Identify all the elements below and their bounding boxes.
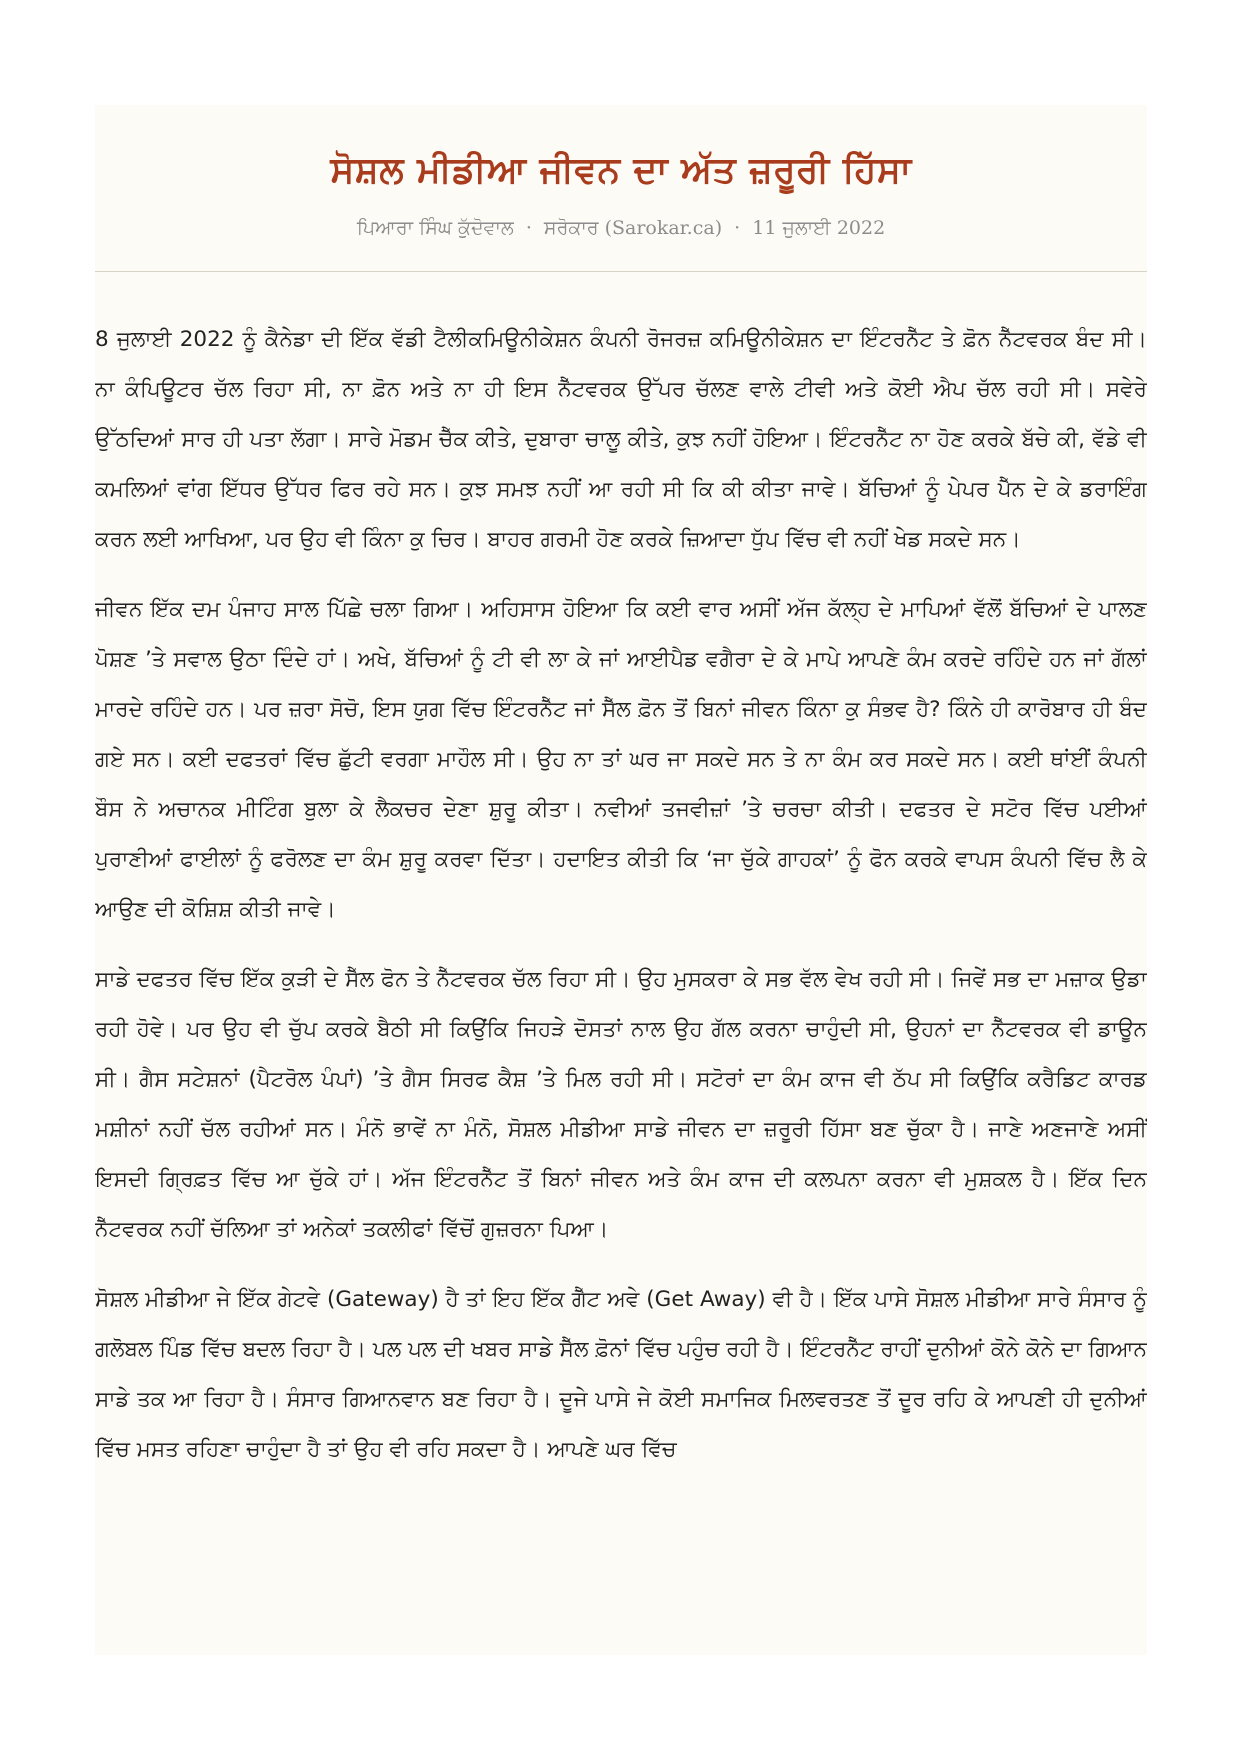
byline-separator: · <box>734 217 741 239</box>
article-paragraph: ਸਾਡੇ ਦਫਤਰ ਵਿੱਚ ਇੱਕ ਕੁੜੀ ਦੇ ਸੈੱਲ ਫੋਨ ਤੇ ਨੈੱਟਵਰਕ ਚੱਲ ਰਿਹਾ ਸੀ। ਉਹ ਮੁਸਕਰਾ ਕੇ ਸਭ ਵੱਲ ਵੇਖ ਰਹੀ ਸੀ। ਜਿਵੇਂ ਸਭ ਦਾ ਮਜ਼ਾਕ ਉਡਾ ਰਹੀ ਹੋਵੇ। ਪਰ ਉਹ ਵੀ ਚੁੱਪ ਕਰਕੇ ਬੈਠੀ ਸੀ ਕਿਉਂਕਿ ਜਿਹੜੇ ਦੋਸਤਾਂ ਨਾਲ ਉਹ ਗੱਲ ਕਰਨਾ ਚਾਹੁੰਦੀ ਸੀ, ਉਹਨਾਂ ਦਾ ਨੈੱਟਵਰਕ ਵੀ ਡਾਊਨ ਸੀ। ਗੈਸ ਸਟੇਸ਼ਨਾਂ (ਪੈਟਰੋਲ ਪੰਪਾਂ) ’ਤੇ ਗੈਸ ਸਿਰਫ ਕੈਸ਼ ’ਤੇ ਮਿਲ ਰਹੀ ਸੀ। ਸਟੋਰਾਂ ਦਾ ਕੰਮ ਕਾਜ ਵੀ ਠੱਪ ਸੀ ਕਿਉਂਕਿ ਕਰੈਡਿਟ ਕਾਰਡ ਮਸ਼ੀਨਾਂ ਨਹੀਂ ਚੱਲ ਰਹੀਆਂ ਸਨ। ਮੰਨੋ ਭਾਵੇਂ ਨਾ ਮੰਨੋ, ਸੋਸ਼ਲ ਮੀਡੀਆ ਸਾਡੇ ਜੀਵਨ ਦਾ ਜ਼ਰੂਰੀ ਹਿੱਸਾ ਬਣ ਚੁੱਕਾ ਹੈ। ਜਾਣੇ ਅਣਜਾਣੇ ਅਸੀਂ ਇਸਦੀ ਗ੍ਰਿਫ਼ਤ ਵਿੱਚ ਆ ਚੁੱਕੇ ਹਾਂ। ਅੱਜ ਇੰਟਰਨੈੱਟ ਤੋਂ ਬਿਨਾਂ ਜੀਵਨ ਅਤੇ ਕੰਮ ਕਾਜ ਦੀ ਕਲਪਨਾ ਕਰਨਾ ਵੀ ਮੁਸ਼ਕਲ ਹੈ। ਇੱਕ ਦਿਨ ਨੈੱਟਵਰਕ ਨਹੀਂ ਚੱਲਿਆ ਤਾਂ ਅਨੇਕਾਂ ਤਕਲੀਫਾਂ ਵਿੱਚੋਂ ਗੁਜ਼ਰਨਾ ਪਿਆ। <box>95 967 1147 1242</box>
publication-name: ਸਰੋਕਾਰ (Sarokar.ca) <box>543 217 723 239</box>
byline-separator: · <box>525 217 532 239</box>
article-paragraph: ਸੋਸ਼ਲ ਮੀਡੀਆ ਜੇ ਇੱਕ ਗੇਟਵੇ (Gateway) ਹੈ ਤਾਂ ਇਹ ਇੱਕ ਗੈੱਟ ਅਵੇ (Get Away) ਵੀ ਹੈ। ਇੱਕ ਪਾਸੇ ਸੋਸ਼ਲ ਮੀਡੀਆ ਸਾਰੇ ਸੰਸਾਰ ਨੂੰ ਗਲੋਬਲ ਪਿੰਡ ਵਿੱਚ ਬਦਲ ਰਿਹਾ ਹੈ। ਪਲ ਪਲ ਦੀ ਖਬਰ ਸਾਡੇ ਸੈੱਲ ਫ਼ੋਨਾਂ ਵਿੱਚ ਪਹੁੰਚ ਰਹੀ ਹੈ। ਇੰਟਰਨੈੱਟ ਰਾਹੀਂ ਦੁਨੀਆਂ ਕੋਨੇ ਕੋਨੇ ਦਾ ਗਿਆਨ ਸਾਡੇ ਤਕ ਆ ਰਿਹਾ ਹੈ। ਸੰਸਾਰ ਗਿਆਨਵਾਨ ਬਣ ਰਿਹਾ ਹੈ। ਦੂਜੇ ਪਾਸੇ ਜੇ ਕੋਈ ਸਮਾਜਿਕ ਮਿਲਵਰਤਣ ਤੋਂ ਦੂਰ ਰਹਿ ਕੇ ਆਪਣੀ ਹੀ ਦੁਨੀਆਂ ਵਿੱਚ ਮਸਤ ਰਹਿਣਾ ਚਾਹੁੰਦਾ ਹੈ ਤਾਂ ਉਹ ਵੀ ਰਹਿ ਸਕਦਾ ਹੈ। ਆਪਣੇ ਘਰ ਵਿੱਚ <box>95 1287 1147 1462</box>
author-name: ਪਿਆਰਾ ਸਿੰਘ ਕੁੱਦੋਵਾਲ <box>356 217 514 239</box>
article-paragraph: ਜੀਵਨ ਇੱਕ ਦਮ ਪੰਜਾਹ ਸਾਲ ਪਿੱਛੇ ਚਲਾ ਗਿਆ। ਅਹਿਸਾਸ ਹੋਇਆ ਕਿ ਕਈ ਵਾਰ ਅਸੀਂ ਅੱਜ ਕੱਲ੍ਹ ਦੇ ਮਾਪਿਆਂ ਵੱਲੋਂ ਬੱਚਿਆਂ ਦੇ ਪਾਲਣ ਪੋਸ਼ਣ ’ਤੇ ਸਵਾਲ ਉਠਾ ਦਿੰਦੇ ਹਾਂ। ਅਖੇ, ਬੱਚਿਆਂ ਨੂੰ ਟੀ ਵੀ ਲਾ ਕੇ ਜਾਂ ਆਈਪੈਡ ਵਗੈਰਾ ਦੇ ਕੇ ਮਾਪੇ ਆਪਣੇ ਕੰਮ ਕਰਦੇ ਰਹਿੰਦੇ ਹਨ ਜਾਂ ਗੱਲਾਂ ਮਾਰਦੇ ਰਹਿੰਦੇ ਹਨ। ਪਰ ਜ਼ਰਾ ਸੋਚੋ, ਇਸ ਯੁਗ ਵਿੱਚ ਇੰਟਰਨੈੱਟ ਜਾਂ ਸੈੱਲ ਫ਼ੋਨ ਤੋਂ ਬਿਨਾਂ ਜੀਵਨ ਕਿੰਨਾ ਕੁ ਸੰਭਵ ਹੈ? ਕਿੰਨੇ ਹੀ ਕਾਰੋਬਾਰ ਹੀ ਬੰਦ ਗਏ ਸਨ। ਕਈ ਦਫਤਰਾਂ ਵਿੱਚ ਛੁੱਟੀ ਵਰਗਾ ਮਾਹੌਲ ਸੀ। ਉਹ ਨਾ ਤਾਂ ਘਰ ਜਾ ਸਕਦੇ ਸਨ ਤੇ ਨਾ ਕੰਮ ਕਰ ਸਕਦੇ ਸਨ। ਕਈ ਥਾਂਈਂ ਕੰਪਨੀ ਬੌਸ ਨੇ ਅਚਾਨਕ ਮੀਟਿੰਗ ਬੁਲਾ ਕੇ ਲੈਕਚਰ ਦੇਣਾ ਸ਼ੁਰੂ ਕੀਤਾ। ਨਵੀਆਂ ਤਜਵੀਜ਼ਾਂ ’ਤੇ ਚਰਚਾ ਕੀਤੀ। ਦਫਤਰ ਦੇ ਸਟੋਰ ਵਿੱਚ ਪਈਆਂ ਪੁਰਾਣੀਆਂ ਫਾਈਲਾਂ ਨੂੰ ਫਰੋਲਣ ਦਾ ਕੰਮ ਸ਼ੁਰੂ ਕਰਵਾ ਦਿੱਤਾ। ਹਦਾਇਤ ਕੀਤੀ ਕਿ ‘ਜਾ ਚੁੱਕੇ ਗਾਹਕਾਂ’ ਨੂੰ ਫੋਨ ਕਰਕੇ ਵਾਪਸ ਕੰਪਨੀ ਵਿੱਚ ਲੈ ਕੇ ਆਉਣ ਦੀ ਕੋਸ਼ਿਸ਼ ਕੀਤੀ ਜਾਵੇ। <box>95 597 1147 922</box>
publish-date: 11 ਜੁਲਾਈ 2022 <box>752 217 886 239</box>
article-paragraph: 8 ਜੁਲਾਈ 2022 ਨੂੰ ਕੈਨੇਡਾ ਦੀ ਇੱਕ ਵੱਡੀ ਟੈਲੀਕਮਿਊਨੀਕੇਸ਼ਨ ਕੰਪਨੀ ਰੋਜਰਜ਼ ਕਮਿਊਨੀਕੇਸ਼ਨ ਦਾ ਇੰਟਰਨੈੱਟ ਤੇ ਫ਼ੋਨ ਨੈੱਟਵਰਕ ਬੰਦ ਸੀ। ਨਾ ਕੰਪਿਊਟਰ ਚੱਲ ਰਿਹਾ ਸੀ, ਨਾ ਫ਼ੋਨ ਅਤੇ ਨਾ ਹੀ ਇਸ ਨੈੱਟਵਰਕ ਉੱਪਰ ਚੱਲਣ ਵਾਲੇ ਟੀਵੀ ਅਤੇ ਕੋਈ ਐਪ ਚੱਲ ਰਹੀ ਸੀ। ਸਵੇਰੇ ਉੱਠਦਿਆਂ ਸਾਰ ਹੀ ਪਤਾ ਲੱਗਾ। ਸਾਰੇ ਮੋਡਮ ਚੈੱਕ ਕੀਤੇ, ਦੁਬਾਰਾ ਚਾਲੂ ਕੀਤੇ, ਕੁਝ ਨਹੀਂ ਹੋਇਆ। ਇੰਟਰਨੈੱਟ ਨਾ ਹੋਣ ਕਰਕੇ ਬੱਚੇ ਕੀ, ਵੱਡੇ ਵੀ ਕਮਲਿਆਂ ਵਾਂਗ ਇੱਧਰ ਉੱਧਰ ਫਿਰ ਰਹੇ ਸਨ। ਕੁਝ ਸਮਝ ਨਹੀਂ ਆ ਰਹੀ ਸੀ ਕਿ ਕੀ ਕੀਤਾ ਜਾਵੇ। ਬੱਚਿਆਂ ਨੂੰ ਪੇਪਰ ਪੈੱਨ ਦੇ ਕੇ ਡਰਾਇੰਗ ਕਰਨ ਲਈ ਆਖਿਆ, ਪਰ ਉਹ ਵੀ ਕਿੰਨਾ ਕੁ ਚਿਰ। ਬਾਹਰ ਗਰਮੀ ਹੋਣ ਕਰਕੇ ਜ਼ਿਆਦਾ ਧੁੱਪ ਵਿੱਚ ਵੀ ਨਹੀਂ ਖੇਡ ਸਕਦੇ ਸਨ। <box>95 327 1147 552</box>
article-page <box>95 105 1147 1655</box>
article-title: ਸੋਸ਼ਲ ਮੀਡੀਆ ਜੀਵਨ ਦਾ ਅੱਤ ਜ਼ਰੂਰੀ ਹਿੱਸਾ <box>330 150 912 191</box>
article-byline <box>95 215 1147 241</box>
article-body <box>95 272 1147 1475</box>
